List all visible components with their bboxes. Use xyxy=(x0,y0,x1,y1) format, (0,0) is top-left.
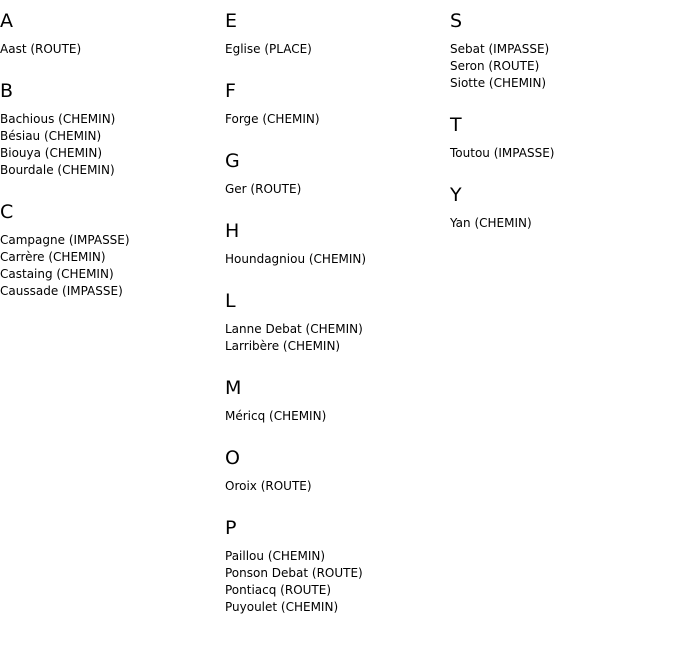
letter-heading: F xyxy=(225,80,236,102)
letter-heading: O xyxy=(225,447,240,469)
letter-group-p xyxy=(225,517,450,616)
street-item: Larribère (CHEMIN) xyxy=(225,339,341,353)
street-item: Carrère (CHEMIN) xyxy=(0,250,106,264)
street-item: Caussade (IMPASSE) xyxy=(0,284,123,298)
letter-heading: G xyxy=(225,150,240,172)
street-list xyxy=(225,251,450,268)
street-list xyxy=(225,321,450,355)
letter-group-y xyxy=(450,184,675,232)
letter-heading: T xyxy=(450,114,462,136)
street-list xyxy=(450,145,675,162)
street-item: Bachious (CHEMIN) xyxy=(0,112,116,126)
street-list xyxy=(225,111,450,128)
street-item: Puyoulet (CHEMIN) xyxy=(225,600,339,614)
street-item: Ger (ROUTE) xyxy=(225,182,302,196)
letter-group-t xyxy=(450,114,675,162)
letter-heading: A xyxy=(0,10,13,32)
letter-heading: Y xyxy=(450,184,462,206)
street-item: Biouya (CHEMIN) xyxy=(0,146,102,160)
letter-group-f xyxy=(225,80,450,128)
street-item: Forge (CHEMIN) xyxy=(225,112,320,126)
letter-group-g xyxy=(225,150,450,198)
letter-heading: L xyxy=(225,290,236,312)
letter-group-e xyxy=(225,10,450,58)
letter-group-s xyxy=(450,10,675,92)
letter-group-b xyxy=(0,80,225,179)
street-list xyxy=(225,181,450,198)
street-list xyxy=(0,111,225,179)
street-item: Bésiau (CHEMIN) xyxy=(0,129,102,143)
letter-heading: B xyxy=(0,80,14,102)
street-item: Seron (ROUTE) xyxy=(450,59,540,73)
street-item: Ponson Debat (ROUTE) xyxy=(225,566,363,580)
street-item: Siotte (CHEMIN) xyxy=(450,76,547,90)
street-item: Houndagniou (CHEMIN) xyxy=(225,252,367,266)
street-item: Paillou (CHEMIN) xyxy=(225,549,326,563)
street-item: Sebat (IMPASSE) xyxy=(450,42,550,56)
street-item: Oroix (ROUTE) xyxy=(225,479,312,493)
street-list xyxy=(450,41,675,92)
index-column xyxy=(450,10,675,638)
street-item: Lanne Debat (CHEMIN) xyxy=(225,322,363,336)
letter-group-a xyxy=(0,10,225,58)
street-list xyxy=(225,548,450,616)
street-item: Castaing (CHEMIN) xyxy=(0,267,114,281)
letter-heading: H xyxy=(225,220,240,242)
street-item: Pontiacq (ROUTE) xyxy=(225,583,332,597)
letter-group-h xyxy=(225,220,450,268)
street-item: Toutou (IMPASSE) xyxy=(450,146,555,160)
letter-heading: E xyxy=(225,10,238,32)
street-item: Bourdale (CHEMIN) xyxy=(0,163,115,177)
letter-heading: M xyxy=(225,377,242,399)
letter-heading: P xyxy=(225,517,237,539)
street-item: Campagne (IMPASSE) xyxy=(0,233,130,247)
street-list xyxy=(450,215,675,232)
street-list xyxy=(225,41,450,58)
index-column xyxy=(225,10,450,638)
street-list xyxy=(0,41,225,58)
street-index xyxy=(0,10,675,638)
street-list xyxy=(225,478,450,495)
letter-heading: S xyxy=(450,10,463,32)
street-item: Eglise (PLACE) xyxy=(225,42,312,56)
street-item: Aast (ROUTE) xyxy=(0,42,82,56)
street-item: Yan (CHEMIN) xyxy=(450,216,532,230)
letter-heading: C xyxy=(0,201,14,223)
street-list xyxy=(0,232,225,300)
index-column xyxy=(0,10,225,638)
letter-group-m xyxy=(225,377,450,425)
street-item: Méricq (CHEMIN) xyxy=(225,409,327,423)
letter-group-c xyxy=(0,201,225,300)
letter-group-l xyxy=(225,290,450,355)
letter-group-o xyxy=(225,447,450,495)
street-list xyxy=(225,408,450,425)
